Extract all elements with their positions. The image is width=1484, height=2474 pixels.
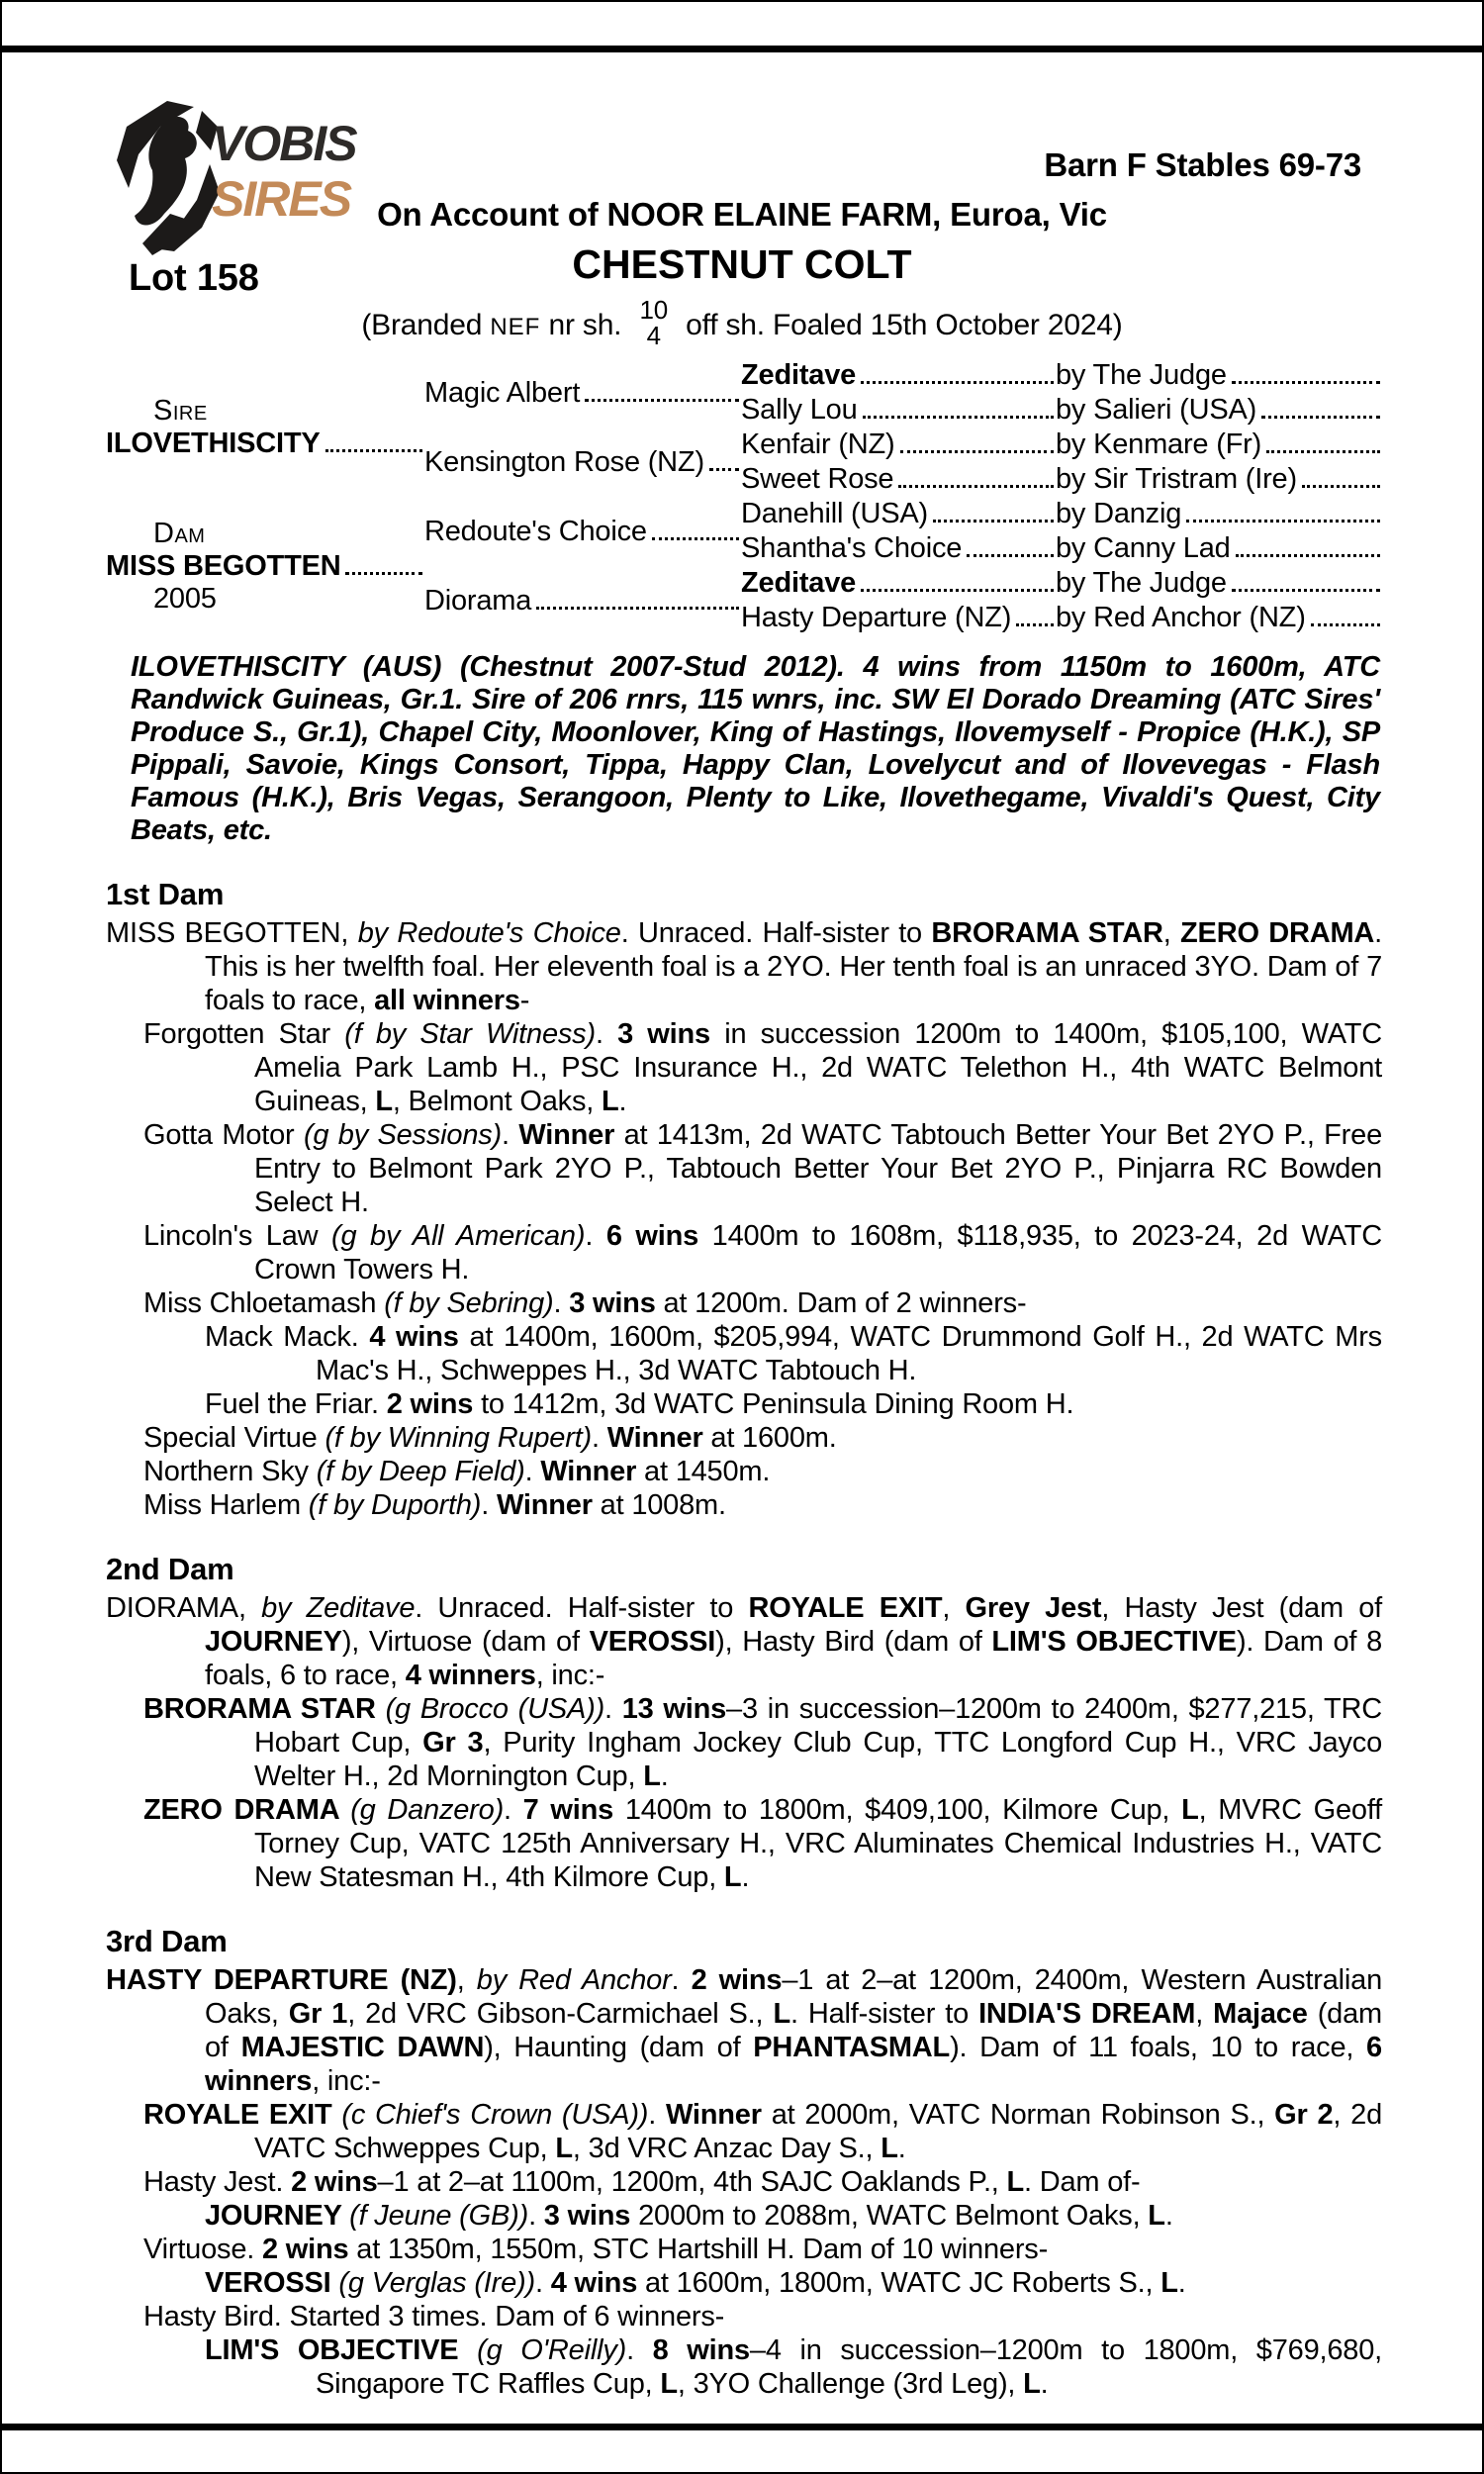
text-segment: L [375,1086,393,1117]
text-segment: . Dam of- [1024,2166,1141,2198]
dot-leader [1311,623,1380,626]
by-inner [1056,567,1382,600]
gen2-inner [424,377,741,410]
brand-mid: nr sh. [540,308,630,341]
text-segment: Fuel the Friar. [205,1388,387,1420]
gen2-inner [424,446,741,479]
text-segment: (g O'Reilly) [477,2334,627,2366]
text-segment: L [1160,2267,1178,2299]
text-segment: at 1008m. [592,1489,726,1521]
text-segment: . [534,2267,551,2299]
text-segment: Forgotten Star [143,1018,345,1050]
pedigree-by-cell [1056,428,1382,462]
pedigree-gen3-cell [741,358,1056,393]
pedigree-gen2-cell [424,428,741,497]
text-segment: Winner [518,1119,615,1151]
pedigree-paragraph [106,1421,1382,1455]
gen2-name: Diorama [424,584,532,617]
gen3-name: Danehill (USA) [741,498,928,529]
pedigree-paragraph [106,1017,1382,1118]
text-segment: . [524,1456,541,1487]
text-segment: JOURNEY [205,2200,350,2232]
text-segment: L [773,1998,790,2030]
gen3-name: Sweet Rose [741,463,894,495]
logo-text-sires: SIRES [212,171,351,227]
gen2-name: Redoute's Choice [424,515,647,547]
text-segment: , inc:- [312,2065,381,2097]
sire-name-text: ILOVETHISCITY [106,428,321,459]
text-segment: (f by Star Witness) [344,1018,596,1050]
text-segment: –1 at 2–at 1200m, 2400m, Western Australian Oaks, [205,1964,1383,2030]
pedigree-dam-block [106,497,424,635]
text-segment: , 2d VRC Gibson-Carmichael S., [347,1998,774,2030]
pedigree-paragraph [106,1591,1382,1692]
text-segment: 2 wins [291,2166,378,2198]
text-segment: MISS BEGOTTEN, [106,917,358,949]
text-segment: Grey Jest [965,1592,1102,1624]
text-segment: ). Dam of 8 foals, 6 to race, [205,1626,1382,1691]
text-segment: (f by Deep Field) [316,1456,525,1487]
pedigree-gen3-cell [741,462,1056,497]
section-heading: 3rd Dam [106,1924,228,1958]
text-segment: ), Hasty Bird (dam of [715,1626,992,1658]
by-inner [1056,602,1382,634]
text-segment: , 3YO Challenge (3rd Leg), [677,2368,1024,2400]
text-segment: L [555,2133,573,2164]
bottom-rule [2,2424,1484,2430]
pedigree-by-cell [1056,393,1382,428]
pedigree-paragraph [106,1455,1382,1488]
text-segment: Gotta Motor [143,1119,304,1151]
dot-leader [861,589,1054,592]
text-segment: at 1413m, 2d WATC Tabtouch Better Your Bet 2YO P., Free Entry to Belmont Park 2YO P., Tabtouch Better Your Bet 2YO P., Pinjarra RC Bowden Select H. [254,1119,1382,1218]
text-segment: 3 wins [543,2200,631,2232]
pedigree-paragraph [106,916,1382,1017]
text-segment: , [942,1592,966,1624]
dot-leader [1266,450,1380,453]
text-segment: , MVRC Geoff Torney Cup, VATC 125th Anniversary H., VRC Aluminates Chemical Industries H., VATC New Statesman H., 4th Kilmore Cup, [254,1794,1383,1893]
text-segment: . [481,1489,497,1521]
text-segment: –3 in succession–1200m to 2400m, $277,215, TRC Hobart Cup, [254,1693,1382,1759]
text-segment: –1 at 2–at 1100m, 1200m, 4th SAJC Oaklands P., [377,2166,1007,2198]
text-segment: BRORAMA STAR [931,917,1163,949]
text-segment: JOURNEY [205,1626,342,1658]
text-segment: (f by Winning Rupert) [325,1422,592,1454]
brand-number [639,297,668,348]
text-segment: Winner [540,1456,637,1487]
gen3-inner [741,532,1056,565]
text-segment: . [504,1794,523,1826]
dot-leader [325,449,422,452]
brand-number-top: 10 [639,295,668,325]
text-segment: ROYALE EXIT [143,2099,342,2131]
by-name: by Canny Lad [1056,532,1231,564]
text-segment: 1400m to 1608m, $118,935, to 2023-24, 2d WATC Crown Towers H. [254,1220,1382,1285]
pedigree-by-cell [1056,531,1382,566]
text-segment: . [1164,2200,1173,2232]
text-segment: ROYALE EXIT [748,1592,943,1624]
text-segment: 4 wins [550,2267,638,2299]
text-segment: , Hasty Jest (dam of [1101,1592,1382,1624]
pedigree-by-cell [1056,462,1382,497]
text-segment: 2 wins [386,1388,474,1420]
pedigree-by-cell [1056,358,1382,393]
dot-leader [1261,416,1380,419]
pedigree-paragraph [106,1118,1382,1219]
gen2-inner [424,585,741,618]
gen3-inner [741,359,1056,392]
dot-leader [1186,520,1380,523]
dam-name-text: MISS BEGOTTEN [106,549,341,582]
text-segment: (f by Duporth) [308,1489,482,1521]
text-segment: ), Haunting (dam of [484,2032,754,2063]
pedigree-paragraph [106,2199,1382,2233]
text-segment: (g by All American) [331,1220,586,1252]
by-inner [1056,532,1382,565]
text-segment: L [1023,2368,1041,2400]
text-segment: L [602,1086,619,1117]
text-segment: Gr 1 [288,1998,348,2030]
dot-leader [1302,485,1380,488]
gen3-name: Sally Lou [741,394,858,426]
barn-label: Barn F Stables 69-73 [1044,146,1361,183]
pedigree-gen2-cell [424,497,741,566]
text-segment: at 1350m, 1550m, STC Hartshill H. Dam of 10 winners- [348,2234,1049,2265]
text-segment: . [648,2099,666,2131]
gen3-inner [741,394,1056,427]
dot-leader [345,572,422,575]
text-segment: at 1600m. [702,1422,837,1454]
pedigree-paragraph [106,2233,1382,2266]
text-segment: at 1450m. [636,1456,771,1487]
sire-name [106,428,424,460]
text-segment: 7 wins [522,1794,614,1826]
by-inner [1056,463,1382,496]
brand-prefix: (Branded [361,308,491,341]
dot-leader [863,416,1055,419]
pedigree-paragraph [106,1320,1382,1387]
text-segment: Northern Sky [143,1456,317,1487]
text-segment: L [1006,2166,1025,2198]
text-segment: . [1040,2368,1049,2400]
text-segment: Winner [497,1489,593,1521]
text-segment: L [1148,2200,1165,2232]
dam-label: Dam [153,517,206,549]
text-segment: . Half-sister to [789,1998,979,2030]
pedigree-paragraph [106,1793,1382,1894]
text-segment: PHANTASMAL [753,2032,951,2063]
text-segment: 6 wins [605,1220,699,1252]
pedigree-paragraph [106,1286,1382,1320]
pedigree-by-cell [1056,566,1382,601]
pedigree-gen2-cell [424,358,741,428]
pedigree-sections [106,877,1382,2401]
by-name: by The Judge [1056,567,1227,599]
text-segment: , 2d VATC Schweppes Cup, [254,2099,1383,2164]
account-line: On Account of NOOR ELAINE FARM, Euroa, Vic [377,196,1107,233]
text-segment: 3 wins [569,1287,656,1319]
text-segment: by Redoute's Choice [357,917,621,949]
pedigree-by-cell [1056,497,1382,531]
dam-name [106,550,424,583]
text-segment: 2 wins [261,2234,349,2265]
text-segment: Winner [606,1422,703,1454]
by-name: by Danzig [1056,498,1182,529]
gen3-name: Hasty Departure (NZ) [741,602,1012,633]
pedigree-table [106,358,1382,635]
text-segment: INDIA'S DREAM [978,1998,1196,2030]
brand-code: NEF [490,313,541,340]
logo-text-vobis: VOBIS [212,116,356,171]
dot-leader [861,381,1054,384]
text-segment: . [502,1119,519,1151]
by-inner [1056,394,1382,427]
dot-leader [898,485,1054,488]
text-segment: 2000m to 2088m, WATC Belmont Oaks, [630,2200,1149,2232]
dot-leader [536,607,739,610]
by-inner [1056,428,1382,461]
pedigree-paragraph [106,2165,1382,2199]
text-segment: (g Danzero) [350,1794,505,1826]
text-segment: . [626,2334,653,2366]
text-segment: Hasty Bird. Started 3 times. Dam of 6 winners- [143,2301,725,2332]
dot-leader [900,450,1054,453]
text-segment: LIM'S OBJECTIVE [991,1626,1237,1658]
text-segment: at 1200m. Dam of 2 winners- [655,1287,1027,1319]
text-segment: L [643,1760,661,1792]
text-segment: Majace [1213,1998,1308,2030]
section-heading: 1st Dam [106,877,225,911]
text-segment: . [592,1422,607,1454]
text-segment: 4 winners [405,1660,536,1691]
pedigree-paragraph [106,1488,1382,1522]
text-segment: . [604,1693,622,1725]
by-name: by The Judge [1056,359,1227,391]
text-segment: L [1181,1794,1199,1826]
text-segment: . [595,1018,618,1050]
text-segment: Gr 2 [1274,2099,1334,2131]
by-name: by Red Anchor (NZ) [1056,602,1306,633]
gen3-name: Kenfair (NZ) [741,428,895,460]
dot-leader [933,520,1054,523]
by-name: by Salieri (USA) [1056,394,1257,426]
text-segment: . [660,1760,669,1792]
brand-number-bottom: 4 [646,321,661,350]
gen3-inner [741,428,1056,461]
text-segment: . [553,1287,570,1319]
pedigree-gen2-cell [424,566,741,635]
gen3-inner [741,463,1056,496]
text-segment: Miss Chloetamash [143,1287,385,1319]
body-column [106,358,1382,2401]
by-inner [1056,498,1382,530]
text-segment: (f Jeune (GB)) [349,2200,529,2232]
pedigree-gen3-cell [741,497,1056,531]
by-name: by Kenmare (Fr) [1056,428,1262,460]
text-segment: MAJESTIC DAWN [240,2032,485,2063]
top-rule [2,46,1484,52]
text-segment: at 2000m, VATC Norman Robinson S., [761,2099,1275,2131]
text-segment: ), Virtuose (dam of [341,1626,590,1658]
brand-suffix: off sh. Foaled 15th October 2024) [677,308,1123,341]
pedigree-paragraph [106,1692,1382,1793]
text-segment: 1400m to 1800m, $409,100, Kilmore Cup, [613,1794,1182,1826]
gen2-name: Magic Albert [424,376,581,409]
sire-summary: ILOVETHISCITY (AUS) (Chestnut 2007-Stud 2012). 4 wins from 1150m to 1600m, ATC Randwick Guineas, Gr.1. Sire of 206 rnrs, 115 wnrs, inc. SW El Dorado Dreaming (ATC Sires' Produce S., Gr.1), Chapel City, Moonlover, King of Hastings, Ilovemyself - Propice (H.K.), SP Pippali, Savoie, Kings Consort, Tippa, Happy Clan, Lovelycut and of Ilovevegas - Flash Famous (H.K.), Bris Vegas, Serangoon, Plenty to Like, Ilovethegame, Vivaldi's Quest, City Beats, etc. [131,651,1380,846]
text-segment: at 1600m, 1800m, WATC JC Roberts S., [637,2267,1161,2299]
gen2-name: Kensington Rose (NZ) [424,445,704,478]
text-segment: LIM'S OBJECTIVE [205,2334,478,2366]
text-segment: ). Dam of 11 foals, 10 to race, [950,2032,1367,2063]
dot-leader [1236,554,1380,557]
text-segment: VEROSSI [589,1626,716,1658]
dot-leader [1016,623,1054,626]
pedigree-gen3-cell [741,531,1056,566]
dot-leader [967,554,1054,557]
text-segment: (g Brocco (USA)) [385,1693,605,1725]
text-segment: - [519,985,530,1016]
text-segment: Gr 3 [422,1727,484,1759]
gen3-name: Zeditave [741,567,857,599]
dot-leader [709,468,739,471]
by-name: by Sir Tristram (Ire) [1056,463,1297,495]
horse-title: CHESTNUT COLT [572,241,912,287]
text-segment: Winner [666,2099,762,2131]
text-segment: (g Verglas (Ire)) [338,2267,535,2299]
text-segment: 13 wins [621,1693,727,1725]
text-segment: . Unraced. Half-sister to [620,917,932,949]
gen3-name: Shantha's Choice [741,532,963,564]
pedigree-gen3-cell [741,601,1056,635]
text-segment: (g by Sessions) [303,1119,503,1151]
text-segment: . [671,1964,692,1996]
dot-leader [585,399,739,402]
text-segment: , Purity Ingham Jockey Club Cup, TTC Longford Cup H., VRC Jayco Welter H., 2d Mornington Cup, [254,1727,1382,1792]
pedigree-gen3-cell [741,428,1056,462]
text-segment: by Zeditave [261,1592,416,1624]
text-segment: Hasty Jest. [143,2166,292,2198]
text-segment: Virtuose. [143,2234,262,2265]
text-segment: , inc:- [535,1660,605,1691]
text-segment: , 3d VRC Anzac Day S., [572,2133,881,2164]
text-segment: , [456,1964,477,1996]
text-segment: ZERO DRAMA [143,1794,351,1826]
text-segment: all winners [374,985,520,1016]
vobis-sires-logo [113,99,360,262]
text-segment: to 1412m, 3d WATC Peninsula Dining Room H. [473,1388,1074,1420]
pedigree-paragraph [106,2266,1382,2300]
dot-leader [1232,589,1380,592]
text-segment: 2 wins [691,1964,783,1996]
text-segment: DIORAMA, [106,1592,262,1624]
text-segment: VEROSSI [205,2267,339,2299]
text-segment: 3 wins [617,1018,710,1050]
gen3-name: Zeditave [741,359,857,391]
gen2-inner [424,516,741,548]
text-segment: Mack Mack. [205,1321,370,1353]
gen3-inner [741,498,1056,530]
text-segment: by Red Anchor [476,1964,672,1996]
pedigree-gen3-cell [741,566,1056,601]
text-segment: , Belmont Oaks, [392,1086,603,1117]
text-segment: ZERO DRAMA [1180,917,1375,949]
text-segment: . [741,1861,750,1893]
pedigree-paragraph [106,2098,1382,2165]
by-inner [1056,359,1382,392]
text-segment: 4 wins [369,1321,459,1353]
dam-year: 2005 [153,582,217,615]
text-segment: . [528,2200,544,2232]
text-segment: Lincoln's Law [143,1220,331,1252]
text-segment: Special Virtue [143,1422,325,1454]
pedigree-by-cell [1056,601,1382,635]
pedigree-paragraph [106,2333,1382,2401]
text-segment: BRORAMA STAR [143,1693,386,1725]
pedigree-sire-block [106,358,424,497]
brand-line [2,295,1482,352]
text-segment: (c Chief's Crown (USA)) [341,2099,649,2131]
text-segment: (dam of [205,1998,1382,2063]
text-segment: . [897,2133,906,2164]
pedigree-paragraph [106,2300,1382,2333]
text-segment: L [660,2368,678,2400]
text-segment: Miss Harlem [143,1489,309,1521]
text-segment: 8 wins [652,2334,750,2366]
text-segment: in succession 1200m to 1400m, $105,100, WATC Amelia Park Lamb H., PSC Insurance H., 2d WATC Telethon H., 4th WATC Belmont Guineas, [254,1018,1382,1117]
section-heading: 2nd Dam [106,1552,234,1586]
pedigree-paragraph [106,1219,1382,1286]
text-segment: L [881,2133,898,2164]
gen3-inner [741,602,1056,634]
dot-leader [1232,381,1380,384]
pedigree-paragraph [106,1963,1382,2098]
text-segment: , [1162,917,1181,949]
text-segment: . [618,1086,627,1117]
pedigree-paragraph [106,1387,1382,1421]
text-segment: at 1400m, 1600m, $205,994, WATC Drummond Golf H., 2d WATC Mrs Mac's H., Schweppes H., 3d WATC Tabtouch H. [316,1321,1382,1386]
text-segment: HASTY DEPARTURE (NZ) [106,1964,457,1996]
text-segment: –4 in succession–1200m to 1800m, $769,680, Singapore TC Raffles Cup, [316,2334,1383,2400]
sire-label: Sire [153,395,208,427]
text-segment: . [585,1220,606,1252]
text-segment: . [1177,2267,1186,2299]
gen3-inner [741,567,1056,600]
text-segment: . Unraced. Half-sister to [415,1592,749,1624]
pedigree-gen3-cell [741,393,1056,428]
text-segment: , [1195,1998,1214,2030]
dot-leader [652,537,739,540]
text-segment: 6 winners [205,2032,1382,2097]
lot-number: Lot 158 [129,257,259,299]
text-segment: . This is her twelfth foal. Her eleventh foal is a 2YO. Her tenth foal is an unraced 3YO. Dam of 7 foals to race, [205,917,1383,1016]
text-segment: L [723,1861,742,1893]
text-segment: (f by Sebring) [384,1287,554,1319]
